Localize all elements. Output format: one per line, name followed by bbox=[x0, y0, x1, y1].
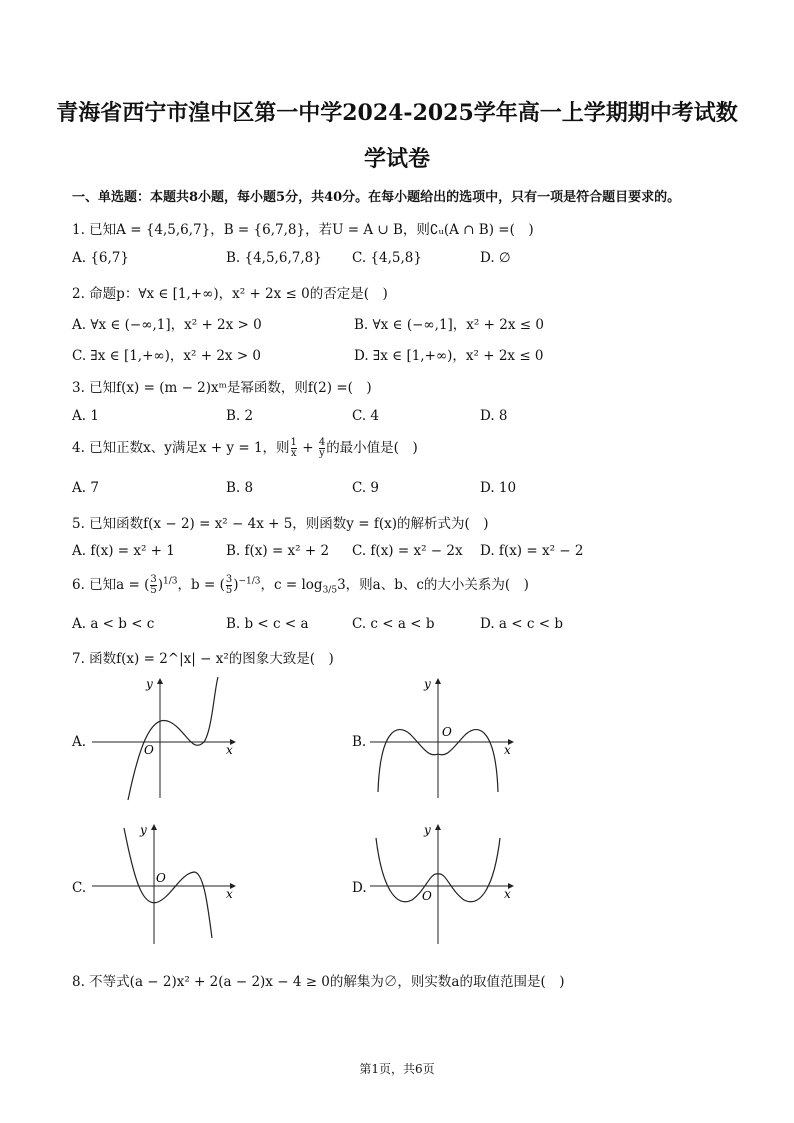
option-d: D. 8 bbox=[480, 408, 508, 424]
question-8-stem: 8. 不等式(a − 2)x² + 2(a − 2)x − 4 ≥ 0的解集为∅，则实数a的取值范围是( ) bbox=[72, 974, 565, 990]
frac-num: 3 bbox=[225, 574, 233, 585]
section-heading: 一、单选题：本题共8小题，每小题5分，共40分。在每小题给出的选项中，只有一项是符合题目要求的。 bbox=[72, 190, 681, 205]
y-axis-label: y bbox=[146, 677, 153, 691]
origin-label: O bbox=[144, 743, 154, 757]
fraction-3-over-5-b bbox=[226, 575, 232, 596]
option-c: C. f(x) = x² − 2x bbox=[352, 543, 463, 559]
question-7-stem: 7. 函数f(x) = 2^|x| − x²的图象大致是( ) bbox=[72, 651, 334, 667]
option-b: B. 8 bbox=[226, 480, 254, 496]
frac-num: 4 bbox=[318, 437, 326, 448]
page-title-line1: 青海省西宁市湟中区第一中学2024-2025学年高一上学期期中考试数 bbox=[56, 100, 738, 126]
origin-label: O bbox=[422, 889, 432, 903]
option-d: D. ∃x ∈ [1,+∞)，x² + 2x ≤ 0 bbox=[354, 348, 544, 364]
y-axis-arrow bbox=[157, 678, 163, 684]
graph-c-label: C. bbox=[72, 880, 87, 896]
question-6-stem-d: ) bbox=[233, 577, 239, 593]
option-c: C. 9 bbox=[352, 480, 380, 496]
x-axis-label: x bbox=[504, 887, 511, 901]
plus-sign: + bbox=[297, 440, 318, 456]
y-axis-arrow bbox=[435, 678, 441, 684]
exponent-b: −1/3 bbox=[238, 576, 261, 587]
option-a: A. a < b < c bbox=[72, 616, 155, 632]
x-axis-label: x bbox=[226, 743, 233, 757]
fraction-3-over-5 bbox=[150, 575, 156, 596]
exponent-a: 1/3 bbox=[163, 576, 178, 587]
frac-den: 5 bbox=[225, 585, 233, 596]
frac-num: 1 bbox=[290, 437, 297, 448]
graph-d bbox=[366, 818, 526, 948]
fraction-1-over-x bbox=[291, 438, 297, 459]
option-a: A. ∀x ∈ (−∞,1]，x² + 2x > 0 bbox=[72, 317, 262, 333]
option-c: C. {4,5,8} bbox=[352, 250, 422, 266]
option-c: C. ∃x ∈ [1,+∞)，x² + 2x > 0 bbox=[72, 348, 262, 364]
origin-label: O bbox=[442, 725, 452, 739]
page-footer: 第1页，共6页 bbox=[359, 1062, 435, 1076]
graph-b bbox=[366, 672, 526, 802]
y-axis-label: y bbox=[140, 823, 147, 837]
option-b: B. f(x) = x² + 2 bbox=[226, 543, 330, 559]
option-b: B. 2 bbox=[226, 408, 254, 424]
question-6-stem-c: ，b = ( bbox=[177, 577, 225, 593]
option-d: D. 10 bbox=[480, 480, 517, 496]
option-b: B. b < c < a bbox=[226, 616, 309, 632]
option-a: A. {6,7} bbox=[72, 250, 129, 266]
y-axis-arrow bbox=[435, 824, 441, 830]
graph-c bbox=[88, 818, 248, 948]
option-b: B. {4,5,6,7,8} bbox=[226, 250, 322, 266]
option-d: D. ∅ bbox=[480, 250, 511, 266]
y-axis-label: y bbox=[424, 677, 431, 691]
question-4-stem bbox=[72, 436, 418, 459]
question-5-stem: 5. 已知函数f(x − 2) = x² − 4x + 5，则函数y = f(x)的解析式为( ) bbox=[72, 516, 489, 532]
question-6-stem-f: 3，则a、b、c的大小关系为( ) bbox=[337, 577, 529, 593]
origin-label: O bbox=[156, 871, 166, 885]
option-c: C. c < a < b bbox=[352, 616, 435, 632]
x-axis-label: x bbox=[504, 743, 511, 757]
y-axis-arrow bbox=[151, 824, 157, 830]
option-d: D. f(x) = x² − 2 bbox=[480, 543, 584, 559]
graph-a bbox=[88, 672, 248, 802]
question-4-stem-a: 4. 已知正数x、y满足x + y = 1，则 bbox=[72, 440, 290, 456]
graph-b-label: B. bbox=[352, 734, 367, 750]
frac-den: x bbox=[290, 448, 297, 459]
frac-den: y bbox=[319, 448, 325, 459]
option-b: B. ∀x ∈ (−∞,1]，x² + 2x ≤ 0 bbox=[354, 317, 544, 333]
curve bbox=[124, 828, 212, 938]
option-a: A. 1 bbox=[72, 408, 99, 424]
question-1-stem: 1. 已知A = {4,5,6,7}，B = {6,7,8}，若U = A ∪ B，则∁ᵤ(A ∩ B) =( ) bbox=[72, 222, 534, 238]
curve bbox=[128, 677, 218, 800]
log-base: 3/5 bbox=[322, 585, 338, 596]
graph-a-label: A. bbox=[72, 734, 87, 750]
page-title-line2: 学试卷 bbox=[363, 146, 430, 172]
x-axis-label: x bbox=[226, 887, 233, 901]
fraction-4-over-y bbox=[319, 438, 325, 459]
question-6-stem-b: ) bbox=[157, 577, 164, 593]
question-6-stem-a: 6. 已知a = ( bbox=[72, 577, 150, 593]
question-2-stem: 2. 命题p：∀x ∈ [1,+∞)，x² + 2x ≤ 0的否定是( ) bbox=[72, 286, 388, 302]
question-6-stem-e: ，c = log bbox=[260, 577, 323, 593]
question-6-stem bbox=[72, 573, 529, 596]
option-d: D. a < c < b bbox=[480, 616, 563, 632]
question-4-stem-b: 的最小值是( ) bbox=[326, 440, 418, 456]
graph-d-label: D. bbox=[352, 880, 367, 896]
frac-den: 5 bbox=[150, 585, 157, 596]
y-axis-label: y bbox=[424, 823, 431, 837]
option-c: C. 4 bbox=[352, 408, 380, 424]
question-3-stem: 3. 已知f(x) = (m − 2)xᵐ是幂函数，则f(2) =( ) bbox=[72, 380, 372, 396]
option-a: A. 7 bbox=[72, 480, 99, 496]
option-a: A. f(x) = x² + 1 bbox=[72, 543, 175, 559]
frac-num: 3 bbox=[150, 574, 157, 585]
